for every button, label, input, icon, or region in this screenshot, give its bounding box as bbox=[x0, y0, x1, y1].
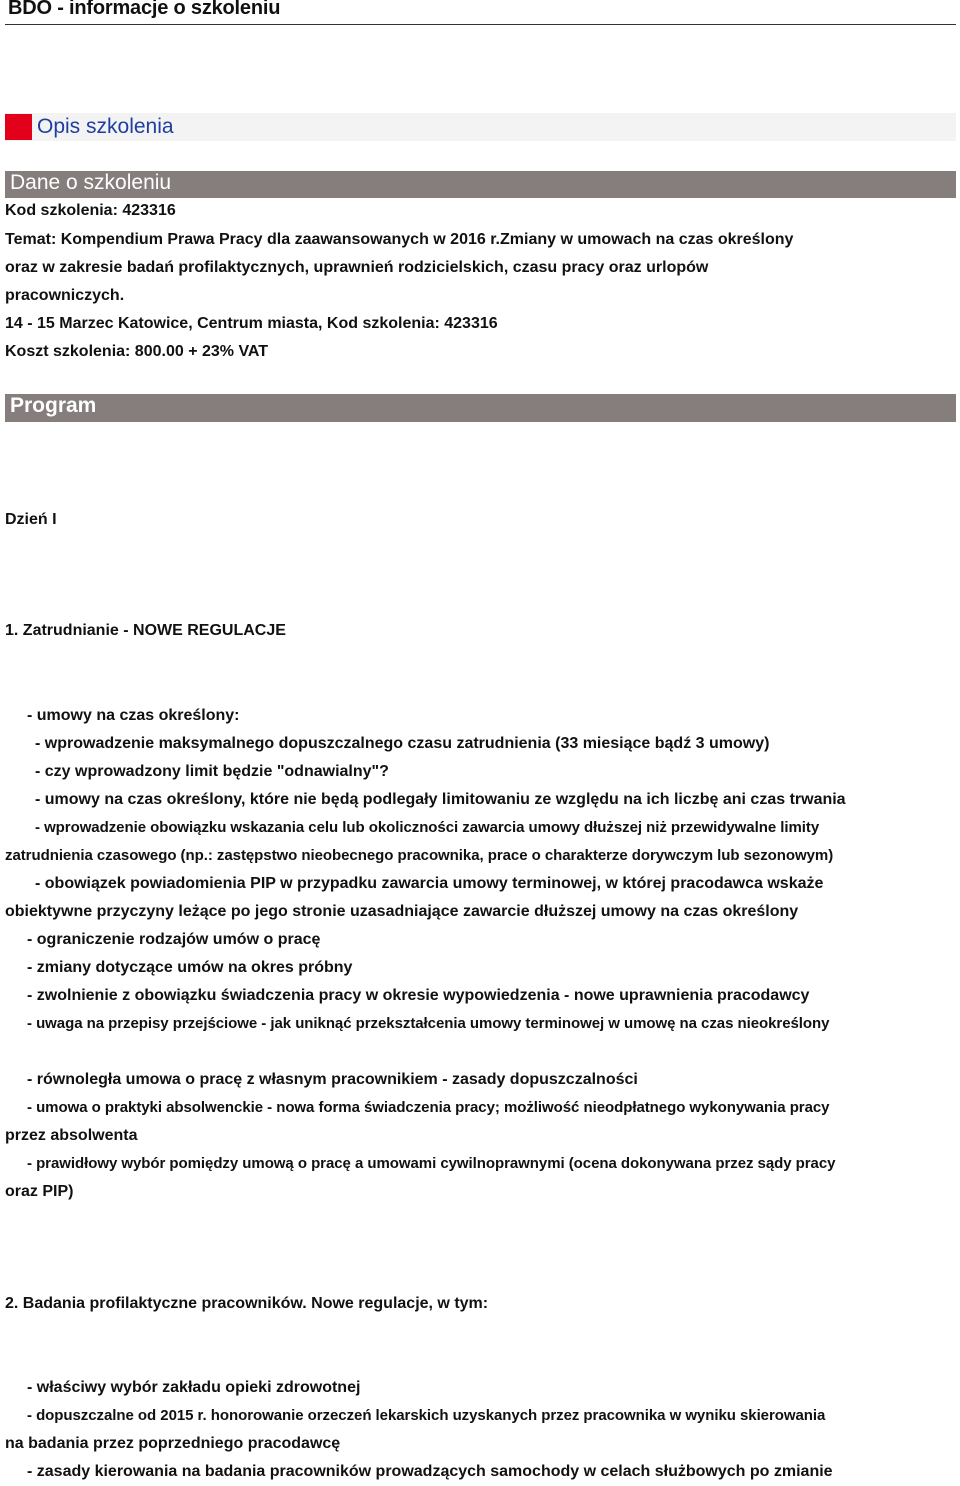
kod-szkolenia: Kod szkolenia: 423316 bbox=[5, 202, 176, 219]
list-item-continuation: oraz PIP) bbox=[5, 1183, 74, 1200]
temat-line-3: pracowniczych. bbox=[5, 287, 125, 304]
list-item: - zwolnienie z obowiązku świadczenia pracy w okresie wypowiedzenia - nowe uprawnienia pracodawcy bbox=[27, 987, 810, 1004]
list-item: - umowa o praktyki absolwenckie - nowa forma świadczenia pracy; możliwość nieodpłatnego wykonywania pracy bbox=[27, 1099, 830, 1116]
list-item-continuation: przez absolwenta bbox=[5, 1127, 138, 1144]
opis-label: Opis szkolenia bbox=[37, 115, 174, 138]
dane-section-header bbox=[5, 171, 956, 198]
koszt-info: Koszt szkolenia: 800.00 + 23% VAT bbox=[5, 343, 269, 360]
list-item: - właściwy wybór zakładu opieki zdrowotnej bbox=[27, 1379, 361, 1396]
page-title: BDO - informacje o szkoleniu bbox=[8, 0, 281, 19]
temat-line-2: oraz w zakresie badań profilaktycznych, uprawnień rodzicielskich, czasu pracy oraz urlopów bbox=[5, 259, 709, 276]
list-item: - prawidłowy wybór pomiędzy umową o pracę a umowami cywilnoprawnymi (ocena dokonywana przez sądy pracy bbox=[27, 1155, 836, 1172]
day-heading: Dzień I bbox=[5, 511, 57, 528]
list-item: - czy wprowadzony limit będzie "odnawialny"? bbox=[35, 763, 389, 780]
list-item: - obowiązek powiadomienia PIP w przypadku zawarcia umowy terminowej, w której pracodawca wskaże bbox=[35, 875, 824, 892]
section-2-heading: 2. Badania profilaktyczne pracowników. Nowe regulacje, w tym: bbox=[5, 1295, 489, 1312]
red-square-icon bbox=[5, 114, 32, 140]
list-item-continuation: zatrudnienia czasowego (np.: zastępstwo nieobecnego pracownika, prace o charakterze dorywczym lub sezonowym) bbox=[5, 847, 834, 864]
list-item: - wprowadzenie maksymalnego dopuszczalnego czasu zatrudnienia (33 miesiące bądź 3 umowy) bbox=[35, 735, 770, 752]
list-item: - umowy na czas określony: bbox=[27, 707, 240, 724]
list-item: - zmiany dotyczące umów na okres próbny bbox=[27, 959, 353, 976]
list-item: - umowy na czas określony, które nie będą podlegały limitowaniu ze względu na ich liczbę ani czas trwania bbox=[35, 791, 846, 808]
list-item-continuation: obiektywne przyczyny leżące po jego stronie uzasadniające zawarcie dłuższej umowy na czas określony bbox=[5, 903, 799, 920]
title-divider bbox=[5, 24, 956, 25]
termin-info: 14 - 15 Marzec Katowice, Centrum miasta, Kod szkolenia: 423316 bbox=[5, 315, 498, 332]
list-item: - uwaga na przepisy przejściowe - jak uniknąć przekształcenia umowy terminowej w umowę na czas nieokreślony bbox=[27, 1015, 830, 1032]
section-1-heading: 1. Zatrudnianie - NOWE REGULACJE bbox=[5, 622, 286, 639]
program-heading: Program bbox=[10, 394, 97, 417]
list-item: - dopuszczalne od 2015 r. honorowanie orzeczeń lekarskich uzyskanych przez pracownika w wyniku skierowania bbox=[27, 1407, 826, 1424]
list-item: - ograniczenie rodzajów umów o pracę bbox=[27, 931, 321, 948]
temat-line-1: Temat: Kompendium Prawa Pracy dla zaawansowanych w 2016 r.Zmiany w umowach na czas określony bbox=[5, 231, 794, 248]
program-section-header bbox=[5, 394, 956, 422]
list-item: - zasady kierowania na badania pracowników prowadzących samochody w celach służbowych po zmianie bbox=[27, 1463, 833, 1480]
dane-heading: Dane o szkoleniu bbox=[10, 171, 172, 194]
list-item: - wprowadzenie obowiązku wskazania celu lub okoliczności zawarcia umowy dłuższej niż przewidywalne limity bbox=[35, 819, 820, 836]
opis-section-header bbox=[5, 113, 956, 141]
list-item-continuation: na badania przez poprzedniego pracodawcę bbox=[5, 1435, 341, 1452]
list-item: - równoległa umowa o pracę z własnym pracownikiem - zasady dopuszczalności bbox=[27, 1071, 638, 1088]
